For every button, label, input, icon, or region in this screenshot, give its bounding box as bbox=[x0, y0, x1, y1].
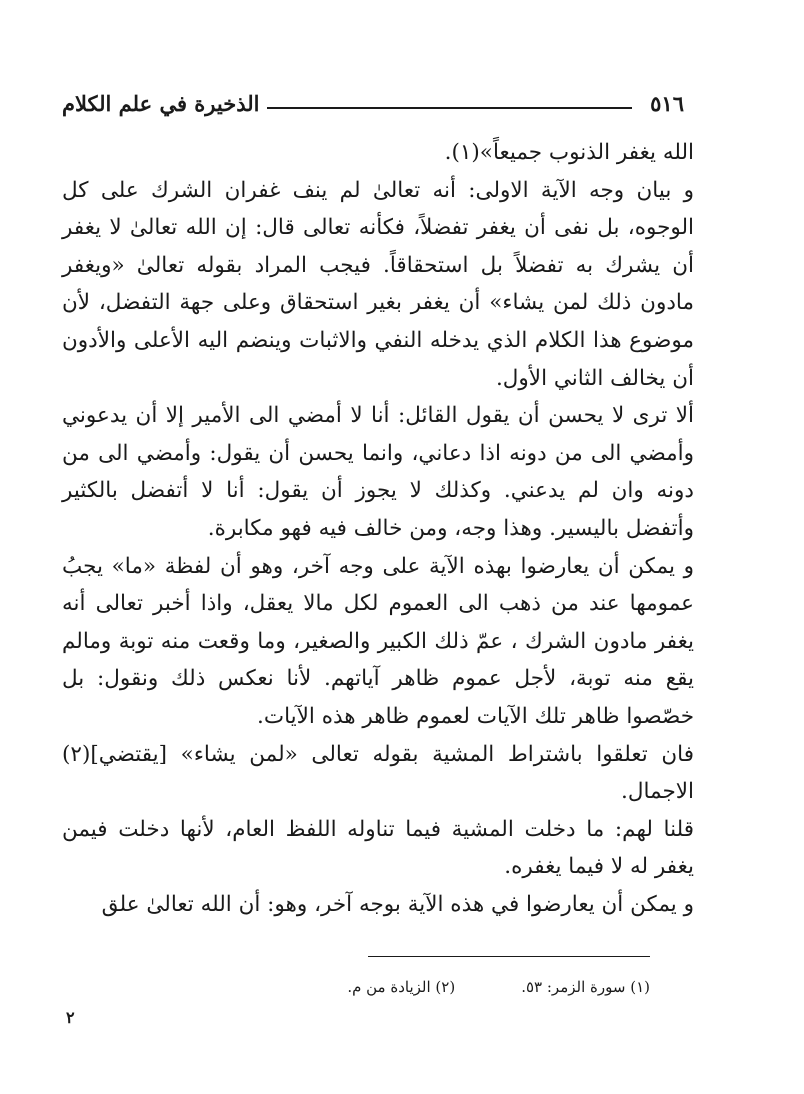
paragraph: ألا ترى لا يحسن أن يقول القائل: أنا لا أمضي الى الأمير إلا أن يدعوني وأمضي الى من دونه اذا دعاني، وانما يحسن أن يقول: وأمضي الى من دونه وان لم يدعني. وكذلك لا يجوز أن يقول: أنا لا أتفضل بالكثير وأتفضل باليسير. وهذا وجه، ومن خالف فيه فهو مكابرة. bbox=[62, 403, 694, 541]
paragraph: الله يغفر الذنوب جميعاً»(١). bbox=[444, 140, 694, 165]
footnotes bbox=[210, 978, 650, 996]
page-header bbox=[62, 86, 684, 116]
paragraph: و يمكن أن يعارضوا في هذه الآية بوجه آخر، وهو: أن الله تعالىٰ علق bbox=[101, 891, 694, 917]
footnote-2: (٢) الزيادة من م. bbox=[347, 978, 456, 996]
footnote-1: (١) سورة الزمر: ٥٣. bbox=[521, 978, 650, 996]
page-number: ٥١٦ bbox=[650, 91, 684, 116]
footnote-divider bbox=[368, 956, 650, 957]
paragraph: و يمكن أن يعارضوا بهذه الآية على وجه آخر، وهو أن لفظة «ما» يجبُ عمومها عند من ذهب الى العموم لكل مالا يعقل، واذا أخبر تعالى أنه يغفر مادون الشرك ، عمّ ذلك الكبير والصغير، وما وقعت منه توبة ومالم يقع منه توبة، لأجل عموم ظاهر آياتهم. لأنا نعكس ذلك ونقول: بل خصّصوا ظاهر تلك الآيات لعموم ظاهر هذه الآيات. bbox=[62, 553, 694, 729]
header-rule bbox=[267, 107, 632, 109]
paragraph: قلنا لهم: ما دخلت المشية فيما تناوله اللفظ العام، لأنها دخلت فيمن يغفر له لا فيما يغفره. bbox=[62, 816, 694, 880]
paragraph: فان تعلقوا باشتراط المشية بقوله تعالى «لمن يشاء» [يقتضي](٢) الاجمال. bbox=[62, 741, 694, 805]
signature-mark: ٢ bbox=[66, 1008, 75, 1027]
body-text bbox=[62, 134, 694, 923]
book-title: الذخيرة في علم الكلام bbox=[62, 91, 260, 116]
paragraph: و بيان وجه الآية الاولى: أنه تعالىٰ لم ينف غفران الشرك على كل الوجوه، بل نفى أن يغفر تفضلاً، فكأنه تعالى قال: إن الله تعالىٰ لا يغفر أن يشرك به تفضلاً بل استحقاقاً. فيجب المراد بقوله تعالىٰ «ويغفر مادون ذلك لمن يشاء» أن يغفر بغير استحقاق وعلى جهة التفضل، لأن موضوع هذا الكلام الذي يدخله النفي والاثبات وينضم اليه الأعلى والأدون أن يخالف الثاني الأول. bbox=[62, 177, 694, 391]
